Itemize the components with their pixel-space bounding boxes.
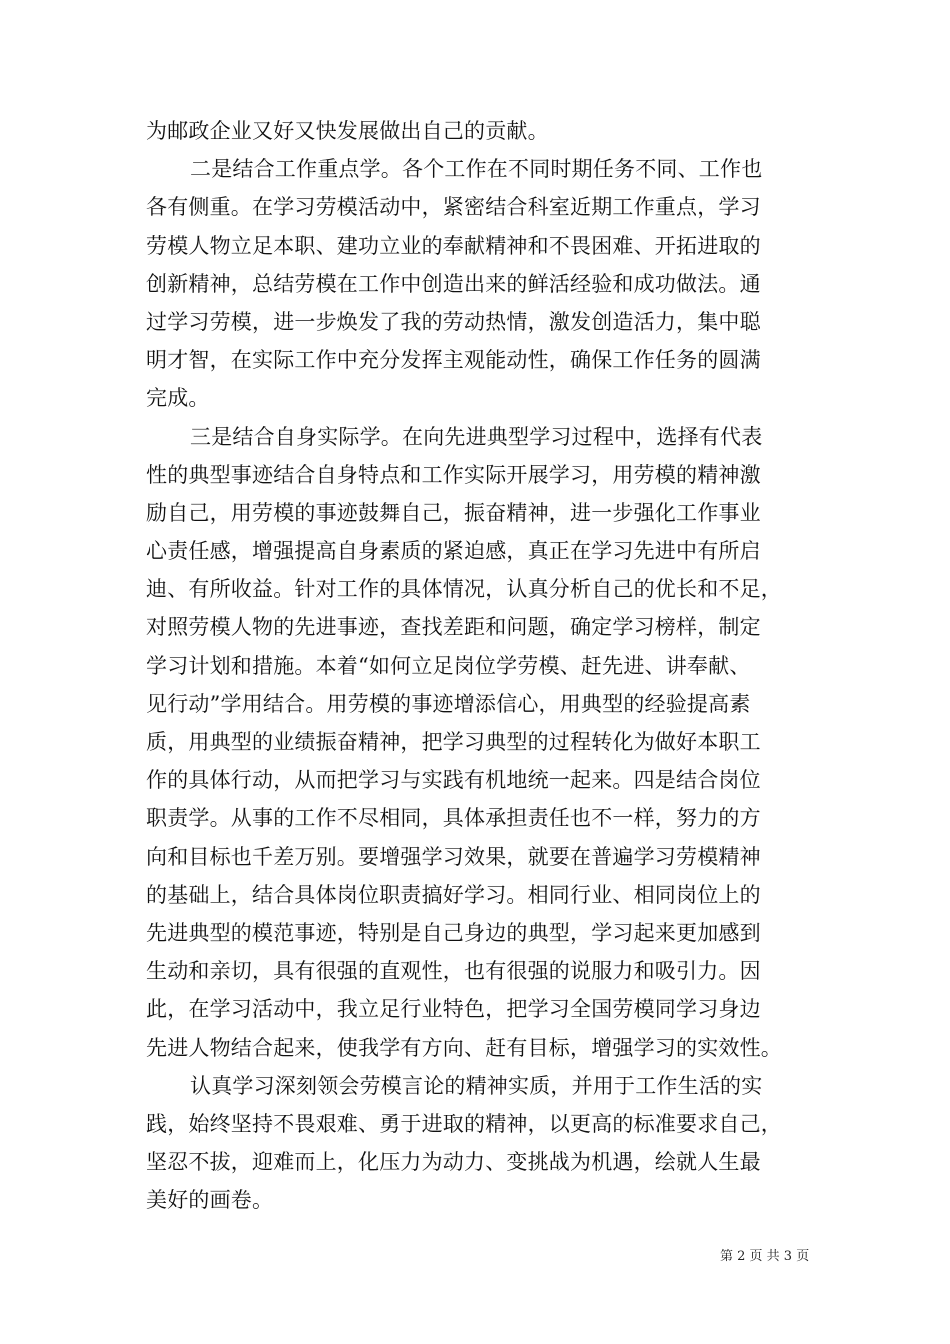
text-line: 先进典型的模范事迹，特别是自己身边的典型，学习起来更加感到 [146,920,761,945]
text-line: 的基础上，结合具体岗位职责搞好学习。相同行业、相同岗位上的 [146,882,761,907]
paragraph-start-line: 二是结合工作重点学。各个工作在不同时期任务不同、工作也 [190,157,763,182]
text-line: 坚忍不拔，迎难而上，化压力为动力、变挑战为机遇，绘就人生最 [146,1150,761,1175]
text-line: 此，在学习活动中，我立足行业特色，把学习全国劳模同学习身边 [146,997,761,1022]
text-line: 创新精神，总结劳模在工作中创造出来的鲜活经验和成功做法。通 [146,271,761,296]
text-line: 各有侧重。在学习劳模活动中，紧密结合科室近期工作重点，学习 [146,195,761,220]
text-line: 励自己，用劳模的事迹鼓舞自己，振奋精神，进一步强化工作事业 [146,500,761,525]
text-line: 作的具体行动，从而把学习与实践有机地统一起来。四是结合岗位 [146,768,761,793]
text-line: 美好的画卷。 [146,1188,274,1213]
document-body [146,112,814,1219]
text-line: 向和目标也千差万别。要增强学习效果，就要在普遍学习劳模精神 [146,844,761,869]
paragraph-start-line: 认真学习深刻领会劳模言论的精神实质，并用于工作生活的实 [190,1073,763,1098]
text-line: 学习计划和措施。本着“如何立足岗位学劳模、赶先进、讲奉献、 [146,653,751,678]
text-line: 迪、有所收益。针对工作的具体情况，认真分析自己的优长和不足， [146,577,782,602]
text-line: 性的典型事迹结合自身特点和工作实际开展学习，用劳模的精神激 [146,462,761,487]
text-line: 生动和亲切，具有很强的直观性，也有很强的说服力和吸引力。因 [146,959,761,984]
page-number: 第 2 页 共 3 页 [720,1249,810,1264]
text-line: 为邮政企业又好又快发展做出自己的贡献。 [146,119,549,143]
text-line: 见行动”学用结合。用劳模的事迹增添信心，用典型的经验提高素 [146,691,751,716]
text-line: 质，用典型的业绩振奋精神，把学习典型的过程转化为做好本职工 [146,730,761,754]
text-line: 对照劳模人物的先进事迹，查找差距和问题，确定学习榜样，制定 [146,615,761,640]
text-line: 过学习劳模，进一步焕发了我的劳动热情，激发创造活力，集中聪 [146,309,761,334]
text-line: 劳模人物立足本职、建功立业的奉献精神和不畏困难、开拓进取的 [146,233,761,258]
text-line: 先进人物结合起来，使我学有方向、赶有目标，增强学习的实效性。 [146,1035,782,1060]
text-line: 完成。 [146,386,210,411]
text-line: 践，始终坚持不畏艰难、勇于进取的精神，以更高的标准要求自己， [146,1111,782,1136]
text-line: 职责学。从事的工作不尽相同，具体承担责任也不一样，努力的方 [146,806,761,831]
text-line: 心责任感，增强提高自身素质的紧迫感，真正在学习先进中有所启 [146,539,761,564]
paragraph-start-line: 三是结合自身实际学。在向先进典型学习过程中，选择有代表 [190,424,763,449]
text-line: 明才智，在实际工作中充分发挥主观能动性，确保工作任务的圆满 [146,348,761,373]
